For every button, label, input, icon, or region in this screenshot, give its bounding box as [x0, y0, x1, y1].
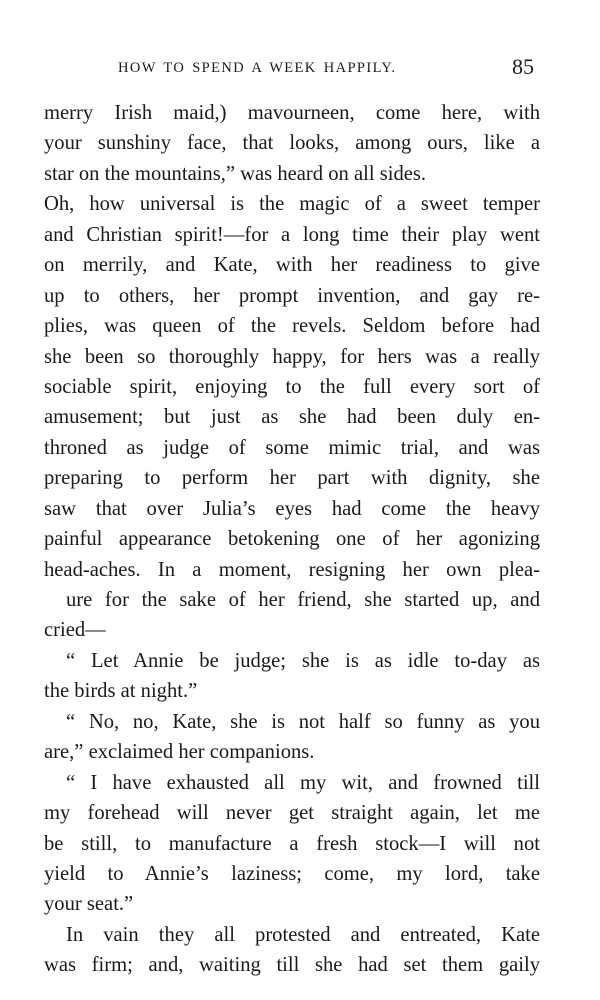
text-line: sociable spirit, enjoying to the full every sort of: [44, 375, 540, 398]
text-line: the birds at night.”: [44, 680, 198, 703]
text-line: was firm; and, waiting till she had set them gaily: [44, 954, 540, 977]
text-line: cried—: [44, 619, 106, 642]
text-line: on merrily, and Kate, with her readiness to give: [44, 254, 540, 277]
text-line: head-aches. In a moment, resigning her own plea-: [44, 558, 540, 581]
text-line: plies, was queen of the revels. Seldom before had: [44, 315, 540, 338]
text-line: In vain they all protested and entreated, Kate: [66, 923, 540, 946]
body-text: [44, 98, 540, 981]
text-line: amusement; but just as she had been duly en-: [44, 406, 540, 429]
text-line: my forehead will never get straight again, let me: [44, 802, 540, 825]
text-line: “ I have exhausted all my wit, and frowned till: [66, 771, 540, 794]
text-line: throned as judge of some mimic trial, and was: [44, 436, 540, 459]
running-head: HOW TO SPEND A WEEK HAPPILY.: [118, 60, 397, 76]
text-line: painful appearance betokening one of her agonizing: [44, 528, 540, 551]
text-line: are,” exclaimed her companions.: [44, 741, 315, 764]
text-line: preparing to perform her part with dignity, she: [44, 467, 540, 490]
text-line: and Christian spirit!—for a long time their play went: [44, 223, 540, 246]
text-line: she been so thoroughly happy, for hers was a really: [44, 345, 540, 368]
text-line: your sunshiny face, that looks, among ours, like a: [44, 132, 540, 155]
text-line: saw that over Julia’s eyes had come the heavy: [44, 497, 540, 520]
text-line: be still, to manufacture a fresh stock—I will not: [44, 832, 540, 855]
text-line: your seat.”: [44, 893, 134, 916]
text-line: yield to Annie’s laziness; come, my lord, take: [44, 862, 540, 885]
text-line: Oh, how universal is the magic of a sweet temper: [44, 193, 540, 216]
text-line: “ Let Annie be judge; she is as idle to-day as: [66, 649, 540, 672]
text-line: merry Irish maid,) mavourneen, come here, with: [44, 102, 540, 124]
text-line: ure for the sake of her friend, she started up, and: [66, 589, 540, 611]
text-line: “ No, no, Kate, she is not half so funny as you: [66, 710, 540, 733]
page-number: 85: [512, 54, 534, 79]
text-line: up to others, her prompt invention, and gay re-: [44, 284, 540, 307]
text-line: star on the mountains,” was heard on all sides.: [44, 162, 427, 185]
